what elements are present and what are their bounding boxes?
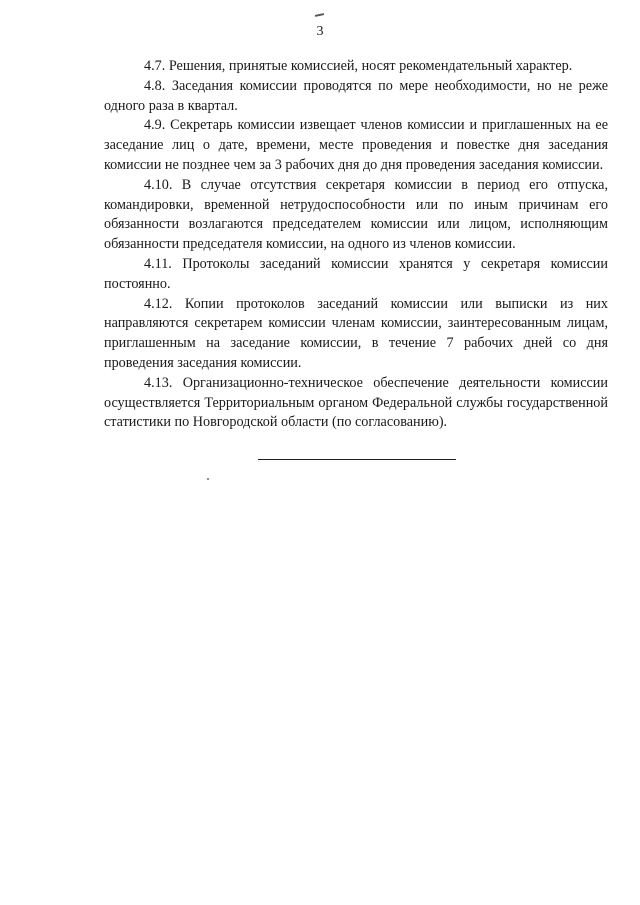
paragraph-4-7: 4.7. Решения, принятые комиссией, носят рекомендательный характер. xyxy=(144,58,573,74)
scan-dot xyxy=(207,478,209,480)
paragraph-4-8: 4.8. Заседания комиссии проводятся по мере необходимости, но не реже одного раза в квартал. xyxy=(104,77,608,114)
paragraph-4-11: 4.11. Протоколы заседаний комиссии хранятся у секретаря комиссии постоянно. xyxy=(104,255,608,292)
end-of-document-rule xyxy=(258,459,456,460)
paragraph-4-10: 4.10. В случае отсутствия секретаря комиссии в период его отпуска, командировки, временной нетрудоспособности или по иным причинам его обязанности возлагаются председателем комиссии или лицом, исполняющим обязанности председателя комиссии, на одного из членов комиссии. xyxy=(104,176,608,253)
document-body xyxy=(104,57,608,433)
paragraph-4-9: 4.9. Секретарь комиссии извещает членов комиссии и приглашенных на ее заседание лиц о дате, времени, месте проведения и повестке дня заседания комиссии не позднее чем за 3 рабочих дня до дня проведения заседания комиссии. xyxy=(104,117,608,173)
paragraph-4-12: 4.12. Копии протоколов заседаний комиссии или выписки из них направляются секретарем комиссии членам комиссии, заинтересованным лицам, приглашенным на заседание комиссии, в течение 7 рабочих дней со дня проведения заседания комиссии. xyxy=(104,295,608,371)
page-number: 3 xyxy=(316,24,324,39)
paragraph-4-13: 4.13. Организационно-техническое обеспечение деятельности комиссии осуществляется Территориальным органом Федеральной службы государственной статистики по Новгородской области (по согласованию). xyxy=(104,374,608,431)
scan-mark xyxy=(315,13,324,17)
